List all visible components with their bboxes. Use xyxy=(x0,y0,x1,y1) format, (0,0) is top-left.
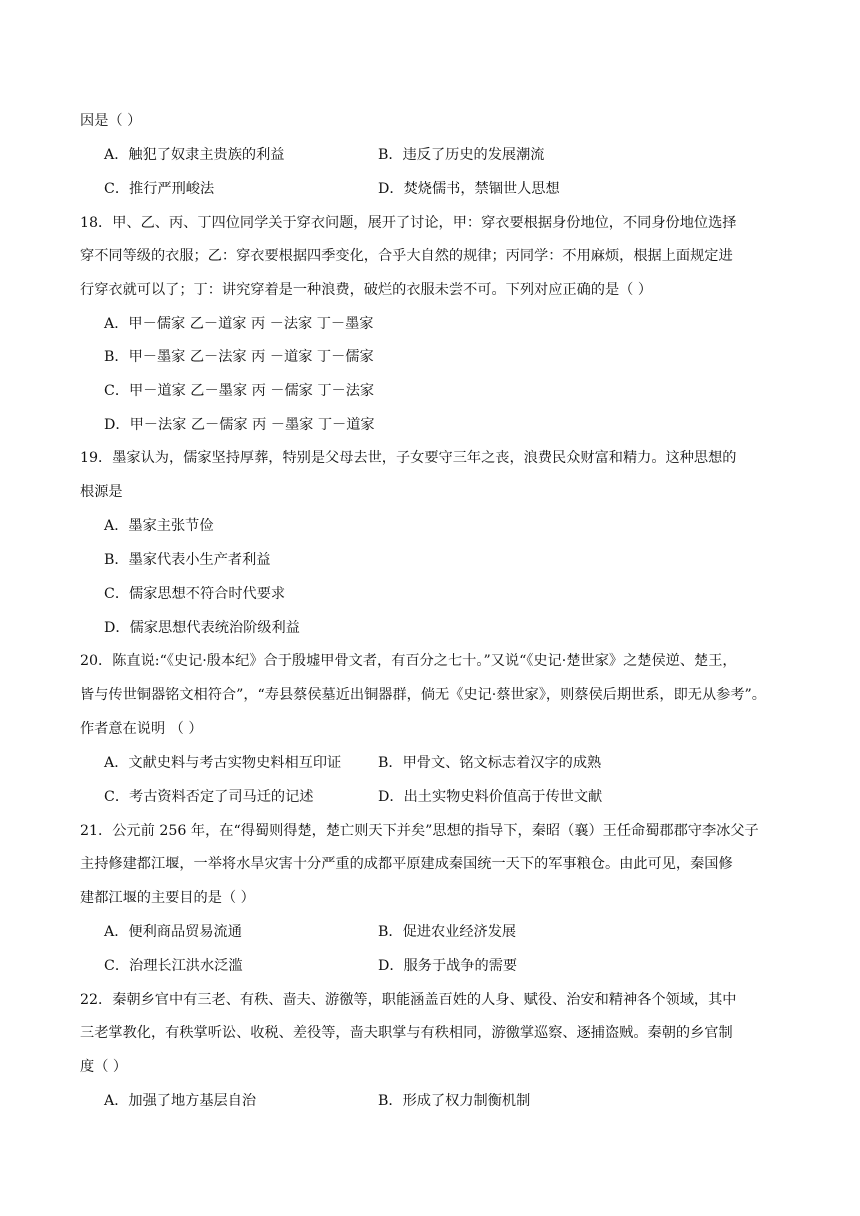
question-19-stem-line-1: 19．墨家认为，儒家坚持厚葬，特别是父母去世，子女要守三年之丧，浪费民众财富和精力。这种思想的 xyxy=(80,450,737,466)
question-22-stem-line-1: 22．秦朝乡官中有三老、有秩、啬夫、游徼等，职能涵盖百姓的人身、赋役、治安和精神各个领域，其中 xyxy=(80,992,737,1008)
question-18-option-a: A．甲－儒家 乙－道家 丙 －法家 丁－墨家 xyxy=(104,316,374,332)
question-20-stem-line-2: 皆与传世铜器铭文相符合”，“寿县蔡侯墓近出铜器群，倘无《史记·蔡世家》，则蔡侯后期世系，即无从参考”。 xyxy=(80,687,766,703)
question-18-stem-line-3: 行穿衣就可以了；丁：讲究穿着是一种浪费，破烂的衣服未尝不可。下列对应正确的是（ ） xyxy=(80,282,653,298)
question-20-option-b: B．甲骨文、铭文标志着汉字的成熟 xyxy=(378,755,602,771)
question-22-stem-line-2: 三老掌教化，有秩掌听讼、收税、差役等，啬夫职掌与有秩相同，游徼掌巡察、逐捕盗贼。秦朝的乡官制 xyxy=(80,1025,733,1041)
question-21-option-a: A．便利商品贸易流通 xyxy=(104,924,242,940)
question-18-option-c: C．甲－道家 乙－墨家 丙 －儒家 丁－法家 xyxy=(104,383,375,399)
question-18-stem-line-2: 穿不同等级的衣服；乙：穿衣要根据四季变化，合乎大自然的规律；丙同学：不用麻烦，根据上面规定进 xyxy=(80,248,733,264)
question-21-stem-line-3: 建都江堰的主要目的是（ ） xyxy=(80,890,255,906)
question-17-option-a: A．触犯了奴隶主贵族的利益 xyxy=(104,147,285,163)
question-19-option-b: B．墨家代表小生产者利益 xyxy=(104,552,271,568)
question-21-option-d: D．服务于战争的需要 xyxy=(378,958,518,974)
question-20-stem-line-1: 20．陈直说:“《史记·殷本纪》合于殷墟甲骨文者，有百分之七十。”又说“《史记·楚世家》之楚侯逆、楚王， xyxy=(80,653,737,669)
question-18-option-b: B．甲－墨家 乙－法家 丙 －道家 丁－儒家 xyxy=(104,349,374,365)
question-18-option-d: D．甲－法家 乙－儒家 丙 －墨家 丁－道家 xyxy=(104,417,375,433)
question-17-option-d: D．焚烧儒书，禁锢世人思想 xyxy=(378,181,560,197)
question-18-stem-line-1: 18．甲、乙、丙、丁四位同学关于穿衣问题，展开了讨论，甲：穿衣要根据身份地位，不同身份地位选择 xyxy=(80,215,737,231)
question-17-option-b: B．违反了历史的发展潮流 xyxy=(378,147,545,163)
question-22-option-a: A．加强了地方基层自治 xyxy=(104,1093,257,1109)
question-20-option-d: D．出土实物史料价值高于传世文献 xyxy=(378,789,603,805)
question-19-option-d: D．儒家思想代表统治阶级利益 xyxy=(104,620,300,636)
question-21-option-b: B．促进农业经济发展 xyxy=(378,924,517,940)
question-22-option-b: B．形成了权力制衡机制 xyxy=(378,1093,531,1109)
question-20-option-a: A．文献史料与考古实物史料相互印证 xyxy=(104,755,342,771)
question-21-stem-line-2: 主持修建都江堰，一举将水旱灾害十分严重的成都平原建成秦国统一天下的军事粮仓。由此可见，秦国修 xyxy=(80,856,733,872)
question-19-option-a: A．墨家主张节俭 xyxy=(104,518,214,534)
question-20-stem-line-3: 作者意在说明 （ ） xyxy=(80,721,203,737)
question-22-stem-line-3: 度（ ） xyxy=(80,1059,128,1075)
question-19-stem-line-2: 根源是 xyxy=(80,484,123,500)
question-17-stem: 因是（ ） xyxy=(80,113,142,129)
question-20-option-c: C．考古资料否定了司马迁的记述 xyxy=(104,789,314,805)
question-19-option-c: C．儒家思想不符合时代要求 xyxy=(104,586,286,602)
question-21-stem-line-1: 21．公元前 256 年，在“得蜀则得楚，楚亡则天下并矣”思想的指导下，秦昭（襄）王任命蜀郡郡守李冰父子 xyxy=(80,823,759,839)
question-17-option-c: C．推行严刑峻法 xyxy=(104,181,215,197)
question-21-option-c: C．治理长江洪水泛滥 xyxy=(104,958,243,974)
